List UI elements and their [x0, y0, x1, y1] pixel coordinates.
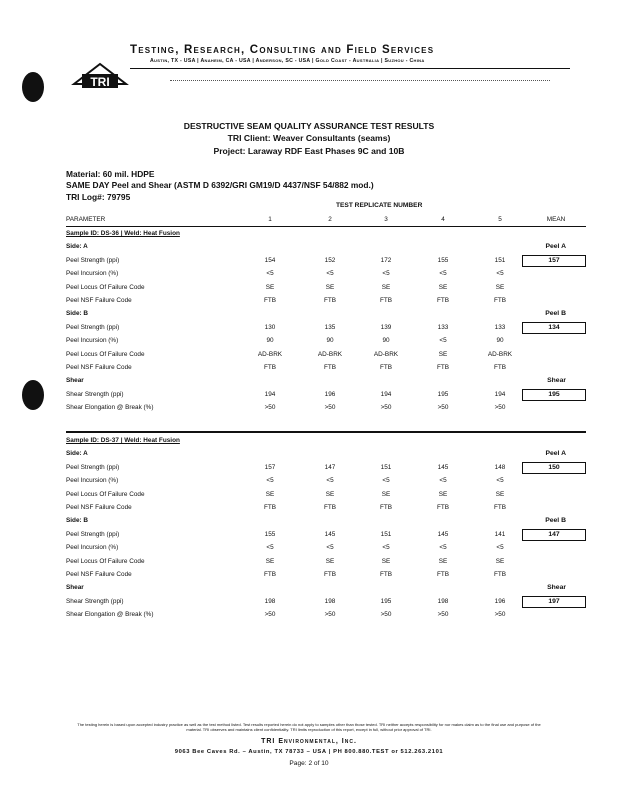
- parameter-label: Peel Locus Of Failure Code: [66, 557, 145, 565]
- replicate-value-5: <5: [496, 270, 504, 278]
- parameter-label: Peel Incursion (%): [66, 270, 119, 278]
- replicate-value-1: FTB: [263, 364, 277, 371]
- material-line: Material: 60 mil. HDPE: [66, 169, 155, 179]
- parameter-label: Peel NSF Failure Code: [66, 364, 132, 371]
- header-divider: [66, 226, 586, 227]
- replicate-value-3: 195: [380, 597, 392, 605]
- replicate-value-1: FTB: [263, 297, 277, 304]
- mean-header: MEAN: [546, 216, 566, 223]
- replicate-value-2: FTB: [323, 297, 337, 304]
- section-label: Side: B: [66, 517, 89, 525]
- replicate-value-2: AD-BRK: [317, 350, 343, 358]
- punch-hole-top: [22, 72, 44, 102]
- replicate-value-5: AD-BRK: [487, 350, 513, 358]
- column-header-5: 5: [498, 216, 502, 223]
- replicate-value-3: FTB: [379, 364, 393, 371]
- page-number: Page: 2 of 10: [289, 760, 329, 767]
- table-row: [66, 322, 586, 335]
- table-row: [66, 475, 586, 488]
- table-row: [66, 282, 586, 295]
- sample-heading: [66, 435, 586, 448]
- method-line: SAME DAY Peel and Shear (ASTM D 6392/GRI GM19/D 4437/NSF 54/882 mod.): [66, 180, 374, 190]
- section-tag: Peel B: [545, 310, 566, 318]
- section-heading-shear: [66, 375, 586, 388]
- replicate-value-1: <5: [266, 270, 274, 278]
- replicate-value-2: <5: [326, 544, 334, 552]
- parameter-label: Shear Elongation @ Break (%): [66, 611, 154, 619]
- replicate-value-5: 148: [494, 463, 506, 471]
- replicate-value-3: 90: [382, 337, 390, 345]
- section-tag: Shear: [547, 584, 566, 592]
- client-line: TRI Client: Weaver Consultants (seams): [227, 133, 391, 143]
- mean-value-box: 147: [522, 529, 586, 541]
- replicate-value-5: SE: [495, 557, 505, 565]
- replicate-value-5: 90: [496, 337, 504, 345]
- replicate-value-2: 198: [324, 597, 336, 605]
- replicate-value-2: SE: [325, 283, 335, 291]
- replicate-value-4: <5: [439, 477, 447, 485]
- replicate-value-2: SE: [325, 557, 335, 565]
- sample-title: Sample ID: DS-36 | Weld: Heat Fusion: [66, 230, 180, 237]
- parameter-label: Peel Locus Of Failure Code: [66, 350, 145, 358]
- replicate-value-2: 147: [324, 463, 336, 471]
- replicate-value-2: FTB: [323, 364, 337, 371]
- table-row: [66, 489, 586, 502]
- replicate-value-4: <5: [439, 270, 447, 278]
- table-row: [66, 295, 586, 308]
- table-row: [66, 502, 586, 515]
- parameter-label: Peel NSF Failure Code: [66, 297, 132, 304]
- footer-disclaimer: The testing herein is based upon accepted industry practice as well as the test method listed. Test results reported herein do not apply to samples other than those tested. TRI neither accepts responsibility for nor makes claim as to the final use and purpose of the material. TRI observes and maintains client confidentiality. TRI limits reproduction of this report, except in full, without prior approval of TRI.: [77, 722, 541, 732]
- replicate-value-1: SE: [265, 283, 275, 291]
- replicate-value-2: FTB: [323, 504, 337, 511]
- replicate-value-5: 196: [494, 597, 506, 605]
- replicate-value-4: 198: [437, 597, 449, 605]
- replicate-value-3: >50: [380, 404, 392, 412]
- parameter-label: Peel Incursion (%): [66, 477, 119, 485]
- replicate-value-2: 196: [324, 390, 336, 398]
- replicate-value-1: SE: [265, 490, 275, 498]
- replicate-value-4: 195: [437, 390, 449, 398]
- replicate-value-5: <5: [496, 544, 504, 552]
- replicate-value-5: FTB: [493, 297, 507, 304]
- replicate-value-3: AD-BRK: [373, 350, 399, 358]
- mean-value-box: 197: [522, 596, 586, 608]
- replicate-value-3: <5: [382, 270, 390, 278]
- replicate-value-3: SE: [381, 283, 391, 291]
- parameter-label: Peel Incursion (%): [66, 337, 119, 345]
- replicate-value-3: 139: [380, 323, 392, 331]
- section-label: Side: A: [66, 450, 88, 458]
- section-label: Side: A: [66, 243, 88, 251]
- replicate-value-3: SE: [381, 557, 391, 565]
- replicate-value-1: FTB: [263, 571, 277, 578]
- column-header-2: 2: [328, 216, 332, 223]
- replicate-value-1: FTB: [263, 504, 277, 511]
- replicate-value-2: 152: [324, 256, 336, 264]
- replicate-value-3: 151: [380, 463, 392, 471]
- column-header-4: 4: [441, 216, 445, 223]
- section-tag: Peel A: [545, 243, 566, 251]
- replicate-value-3: >50: [380, 611, 392, 619]
- table-row: [66, 529, 586, 542]
- mean-value-box: 134: [522, 322, 586, 334]
- company-heading: Testing, Research, Consulting and Field Services: [130, 44, 435, 56]
- header-rule: [130, 68, 570, 69]
- parameter-label: Peel Locus Of Failure Code: [66, 490, 145, 498]
- replicate-value-5: SE: [495, 283, 505, 291]
- parameter-label: Peel Incursion (%): [66, 544, 119, 552]
- replicate-value-5: 133: [494, 323, 506, 331]
- replicate-value-4: SE: [438, 350, 448, 358]
- section-tag: Peel B: [545, 517, 566, 525]
- replicate-value-5: 194: [494, 390, 506, 398]
- replicate-value-1: AD-BRK: [257, 350, 283, 358]
- table-row: [66, 596, 586, 609]
- svg-text:TRI: TRI: [90, 75, 110, 89]
- replicate-value-2: <5: [326, 477, 334, 485]
- replicate-value-1: 157: [264, 463, 276, 471]
- mean-value-box: 195: [522, 389, 586, 401]
- section-tag: Shear: [547, 377, 566, 385]
- section-label: Shear: [66, 377, 84, 385]
- replicate-value-4: 145: [437, 530, 449, 538]
- replicate-value-2: >50: [324, 611, 336, 619]
- table-row: [66, 268, 586, 281]
- parameter-label: Peel Strength (ppi): [66, 463, 120, 471]
- table-row: [66, 609, 586, 622]
- replicate-value-5: 141: [494, 530, 506, 538]
- replicate-value-3: 151: [380, 530, 392, 538]
- replicate-value-1: 130: [264, 323, 276, 331]
- project-line: Project: Laraway RDF East Phases 9C and 10B: [213, 146, 405, 156]
- replicate-value-4: 133: [437, 323, 449, 331]
- replicate-value-3: SE: [381, 490, 391, 498]
- replicate-value-1: 194: [264, 390, 276, 398]
- replicate-value-4: SE: [438, 557, 448, 565]
- replicate-value-4: <5: [439, 544, 447, 552]
- parameter-label: Shear Strength (ppi): [66, 390, 124, 398]
- replicate-value-2: 90: [326, 337, 334, 345]
- mean-value-box: 157: [522, 255, 586, 267]
- replicate-value-1: 90: [266, 337, 274, 345]
- replicate-value-3: FTB: [379, 297, 393, 304]
- replicate-value-3: 194: [380, 390, 392, 398]
- parameter-label: Peel Strength (ppi): [66, 530, 120, 538]
- table-row: [66, 569, 586, 582]
- replicate-value-4: FTB: [436, 571, 450, 578]
- replicate-value-2: 135: [324, 323, 336, 331]
- replicate-value-4: FTB: [436, 297, 450, 304]
- replicate-value-5: FTB: [493, 364, 507, 371]
- replicate-value-1: <5: [266, 477, 274, 485]
- section-heading-side-a: [66, 241, 586, 254]
- section-heading-side-a: [66, 448, 586, 461]
- table-row: [66, 389, 586, 402]
- column-header-1: 1: [268, 216, 272, 223]
- column-header-3: 3: [384, 216, 388, 223]
- replicate-value-2: SE: [325, 490, 335, 498]
- section-label: Side: B: [66, 310, 89, 318]
- replicate-value-2: >50: [324, 404, 336, 412]
- section-divider: [66, 431, 586, 433]
- replicate-value-3: 172: [380, 256, 392, 264]
- parameter-label: Peel NSF Failure Code: [66, 571, 132, 578]
- company-locations: Austin, TX - USA | Anaheim, CA - USA | Anderson, SC - USA | Gold Coast - Australia | Suzhou - China: [150, 58, 425, 64]
- parameter-label: Shear Strength (ppi): [66, 597, 124, 605]
- parameter-label: Peel Strength (ppi): [66, 256, 120, 264]
- replicate-value-5: >50: [494, 404, 506, 412]
- replicate-value-1: SE: [265, 557, 275, 565]
- replicate-value-1: >50: [264, 404, 276, 412]
- replicate-value-5: 151: [494, 256, 506, 264]
- replicate-value-2: FTB: [323, 571, 337, 578]
- log-line: TRI Log#: 79795: [66, 192, 131, 202]
- replicate-value-5: SE: [495, 490, 505, 498]
- replicate-value-4: SE: [438, 283, 448, 291]
- header-underline: [170, 80, 550, 81]
- replicate-value-3: <5: [382, 477, 390, 485]
- replicate-value-4: 155: [437, 256, 449, 264]
- footer-company: TRI Environmental, Inc.: [261, 738, 357, 745]
- replicate-value-1: <5: [266, 544, 274, 552]
- parameter-header: PARAMETER: [66, 216, 106, 223]
- section-label: Shear: [66, 584, 84, 592]
- table-row: [66, 402, 586, 415]
- replicate-value-5: <5: [496, 477, 504, 485]
- table-row: [66, 255, 586, 268]
- section-heading-shear: [66, 582, 586, 595]
- replicate-value-5: >50: [494, 611, 506, 619]
- replicate-value-3: FTB: [379, 571, 393, 578]
- replicate-value-5: FTB: [493, 571, 507, 578]
- table-row: [66, 556, 586, 569]
- replicate-header: TEST REPLICATE NUMBER: [336, 202, 423, 209]
- replicate-value-3: <5: [382, 544, 390, 552]
- replicate-value-3: FTB: [379, 504, 393, 511]
- table-row: [66, 349, 586, 362]
- section-heading-side-b: [66, 515, 586, 528]
- replicate-value-4: 145: [437, 463, 449, 471]
- section-tag: Peel A: [545, 450, 566, 458]
- replicate-value-1: 155: [264, 530, 276, 538]
- replicate-value-4: >50: [437, 404, 449, 412]
- sample-heading: [66, 228, 586, 241]
- replicate-value-1: 154: [264, 256, 276, 264]
- replicate-value-5: FTB: [493, 504, 507, 511]
- section-heading-side-b: [66, 308, 586, 321]
- table-row: [66, 542, 586, 555]
- table-row: [66, 335, 586, 348]
- replicate-value-4: FTB: [436, 364, 450, 371]
- punch-hole-middle: [22, 380, 44, 410]
- tri-logo: [68, 62, 132, 90]
- document-title: DESTRUCTIVE SEAM QUALITY ASSURANCE TEST RESULTS: [183, 121, 435, 131]
- table-row: [66, 362, 586, 375]
- footer-address: 9063 Bee Caves Rd. – Austin, TX 78733 – USA | PH 800.880.TEST or 512.263.2101: [174, 749, 444, 755]
- parameter-label: Peel Locus Of Failure Code: [66, 283, 145, 291]
- replicate-value-4: <5: [439, 337, 447, 345]
- parameter-label: Shear Elongation @ Break (%): [66, 404, 154, 412]
- sample-title: Sample ID: DS-37 | Weld: Heat Fusion: [66, 437, 180, 444]
- replicate-value-2: <5: [326, 270, 334, 278]
- replicate-value-1: 198: [264, 597, 276, 605]
- parameter-label: Peel NSF Failure Code: [66, 504, 132, 511]
- replicate-value-4: FTB: [436, 504, 450, 511]
- table-row: [66, 462, 586, 475]
- replicate-value-4: SE: [438, 490, 448, 498]
- replicate-value-1: >50: [264, 611, 276, 619]
- parameter-label: Peel Strength (ppi): [66, 323, 120, 331]
- replicate-value-4: >50: [437, 611, 449, 619]
- mean-value-box: 150: [522, 462, 586, 474]
- replicate-value-2: 145: [324, 530, 336, 538]
